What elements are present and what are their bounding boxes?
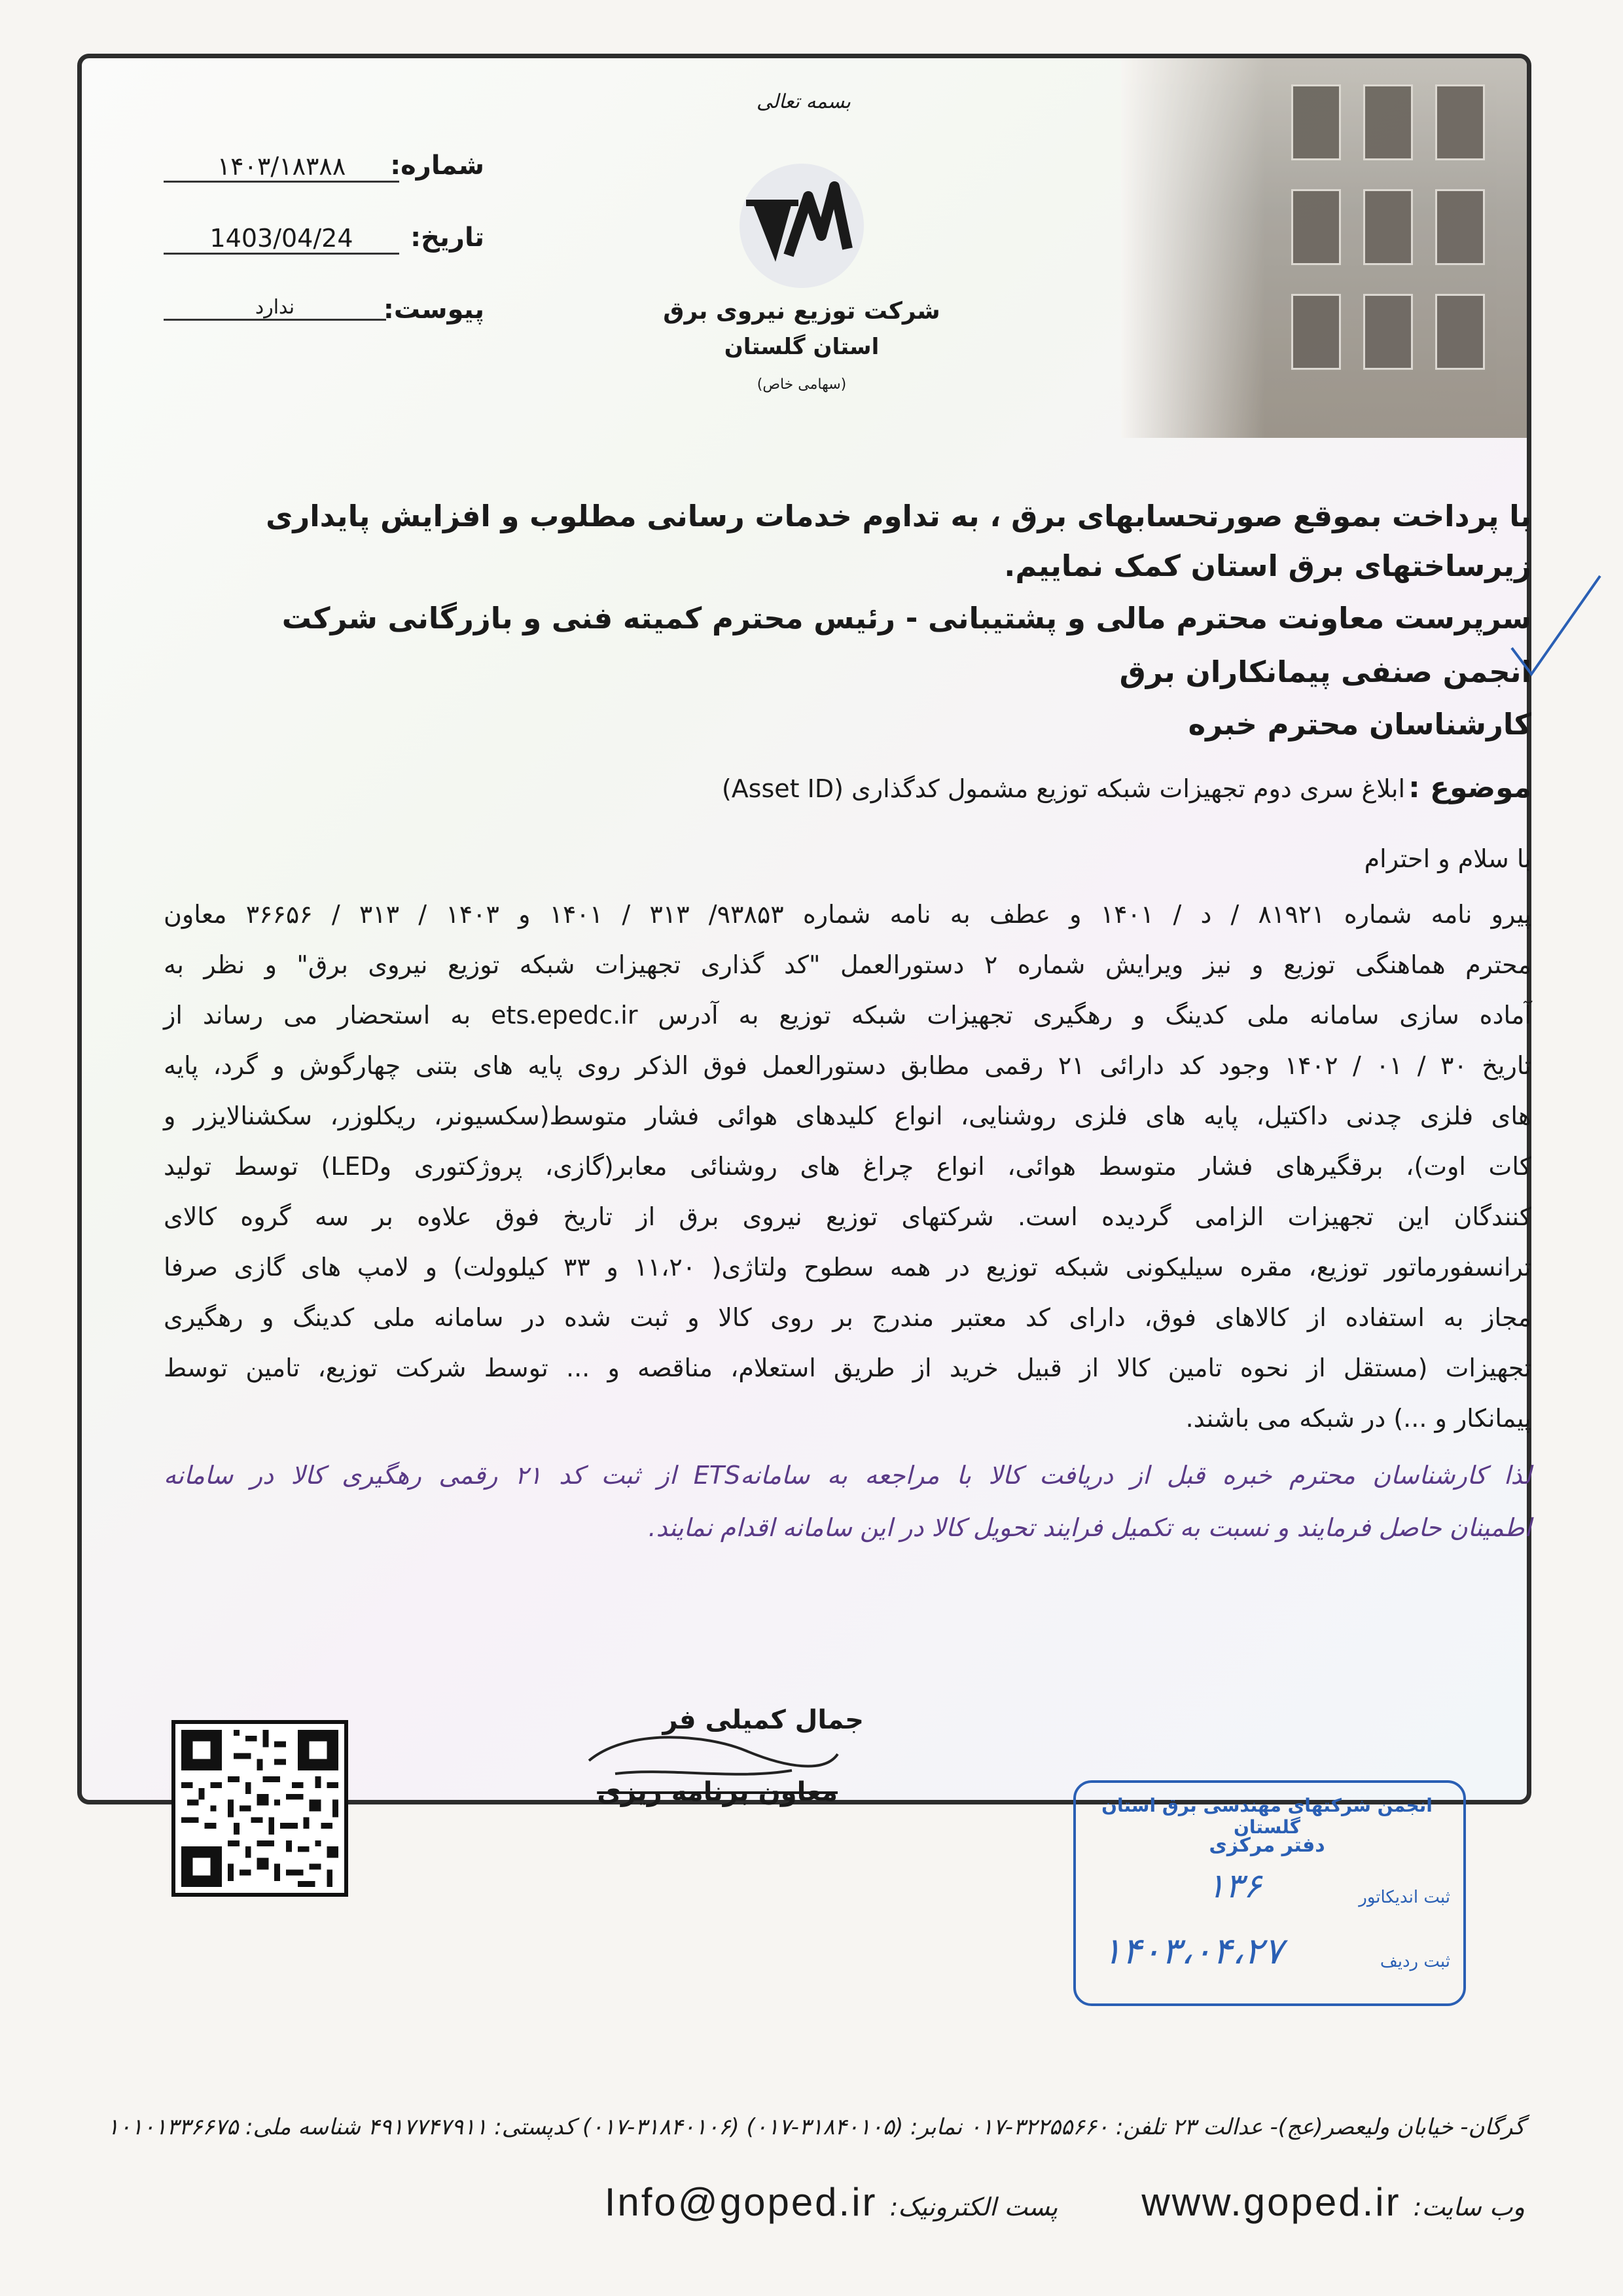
email-link[interactable]: Info@goped.ir xyxy=(604,2180,878,2224)
subject xyxy=(722,771,1531,804)
body-line: پیرو نامه شماره ۸۱۹۲۱ / د / ۱۴۰۱ و عطف به نامه شماره ۹۳۸۵۳/ ۳۱۳ / ۱۴۰۱ و ۱۴۰۳ / ۳۱۳ / ۳۶۶۵۶ معاون xyxy=(164,900,1531,929)
tower-logo-icon xyxy=(726,157,877,295)
slogan-line-1: با پرداخت بموقع صورتحسابهای برق ، به تداوم خدمات رسانی مطلوب و افزایش پایداری xyxy=(266,499,1531,533)
signer-name: جمال کمیلی فر xyxy=(662,1705,864,1735)
body-line: های فلزی چدنی داکتیل، پایه های فلزی روشنایی، انواع کلیدهای هوائی فشار متوسط(سکسیونر، ریکلوزر، سکشنالایزر و xyxy=(164,1102,1531,1130)
slogan-line-2: زیرساختهای برق استان کمک نماییم. xyxy=(1004,548,1531,583)
signer-title: معاون برنامه ریزی xyxy=(597,1777,838,1807)
building-photo xyxy=(1121,58,1527,438)
basmala: بسمه تعالی xyxy=(756,90,851,113)
check-mark-icon xyxy=(1505,569,1603,681)
date-label: تاریخ: xyxy=(410,223,484,253)
registration-stamp xyxy=(1073,1780,1466,2006)
recipient-3: کارشناسان محترم خبره xyxy=(1188,707,1531,742)
stamp-org: انجمن شرکتهای مهندسی برق استان گلستان xyxy=(1101,1795,1433,1838)
company-name-line1: شرکت توزیع نیروی برق xyxy=(663,298,940,325)
body-line: کنندگان این تجهیزات الزامی گردیده است. شرکتهای توزیع نیروی برق از تاریخ فوق علاوه بر سه گروه کالای xyxy=(164,1202,1531,1231)
body-line: آماده سازی سامانه ملی کدینگ و رهگیری تجهیزات شبکه توزیع به آدرس ets.epedc.ir به استحضار می رساند از xyxy=(164,1001,1531,1030)
company-name-line2: استان گلستان xyxy=(724,334,880,360)
note-line-1: لذا کارشناسان محترم خبره قبل از دریافت کالا با مراجعه به سامانهETS از ثبت کد ۲۱ رقمی رهگیری کالا در سامانه xyxy=(164,1461,1531,1490)
body-line: تاریخ ۳۰ / ۰۱ / ۱۴۰۲ وجود کد دارائی ۲۱ رقمی مطابق دستورالعمل فوق الذکر روی پایه های بتنی چهارگوش و گرد، پایه xyxy=(164,1051,1532,1080)
stamp-office: دفتر مرکزی xyxy=(1209,1834,1325,1857)
footer-contacts xyxy=(605,2179,1525,2225)
date-value: 1403/04/24 xyxy=(164,224,399,255)
body-line: محترم هماهنگی توزیع و نیز ویرایش شماره ۲ دستورالعمل "کد گذاری تجهیزات شبکه توزیع نیروی برق" و نظر به xyxy=(164,950,1531,979)
email-label: پست الکترونیک: xyxy=(889,2193,1058,2221)
stamp-indicator-label: ثبت اندیکاتور xyxy=(1359,1888,1450,1907)
body-line: تجهیزات (مستقل از نحوه تامین کالا از قبیل خرید از طریق استعلام، مناقصه و ... توسط شرکت توزیع، تامین توسط xyxy=(164,1354,1531,1382)
company-type: (سهامی خاص) xyxy=(757,376,847,393)
footer-address: گرگان- خیابان ولیعصر(عج)- عدالت ۲۳ تلفن: ۳۲۲۵۵۶۶۰-۰۱۷ نمابر: (۳۱۸۴۰۱۰۵-۰۱۷) (۳۱۸۴۰۱۰۶-۰۱۷) کدپستی: ۴۹۱۷۷۴۷۹۱۱ شناسه ملی: ۱۰۱۰۱۳۳۶۶۷۵ xyxy=(107,2114,1525,2140)
stamp-row-label: ثبت ردیف xyxy=(1380,1952,1450,1971)
qr-code[interactable] xyxy=(171,1720,348,1897)
note-line-2: اطمینان حاصل فرمایند و نسبت به تکمیل فرایند تحویل کالا در این سامانه اقدام نمایند. xyxy=(648,1513,1531,1542)
number-label: شماره: xyxy=(390,151,484,181)
attachment-label: پیوست: xyxy=(383,295,484,325)
subject-label: موضوع : xyxy=(1408,771,1531,804)
website-link[interactable]: www.goped.ir xyxy=(1141,2180,1401,2224)
body-line: پیمانکار و ...) در شبکه می باشند. xyxy=(1185,1404,1531,1433)
stamp-row-value: ۱۴۰۳،۰۴،۲۷ xyxy=(1102,1930,1283,1973)
recipient-2: انجمن صنفی پیمانکاران برق xyxy=(1119,655,1531,689)
website-label: وب سایت: xyxy=(1413,2193,1525,2221)
subject-text: ابلاغ سری دوم تجهیزات شبکه توزیع مشمول کدگذاری (Asset ID) xyxy=(721,774,1405,803)
body-line: مجاز به استفاده از کالاهای فوق، دارای کد معتبر مندرج بر روی کالا و ثبت شده در سامانه ملی کدینگ و رهگیری xyxy=(164,1303,1531,1332)
number-value: ۱۴۰۳/۱۸۳۸۸ xyxy=(164,152,399,183)
body-line: کات اوت)، برقگیرهای فشار متوسط هوائی، انواع چراغ های روشنائی معابر(گازی، پروژکتوری وLED) توسط تولید xyxy=(164,1152,1531,1181)
stamp-indicator-value: ۱۳۶ xyxy=(1207,1867,1262,1906)
attachment-value: ندارد xyxy=(164,296,386,321)
recipient-1: سرپرست معاونت محترم مالی و پشتیبانی - رئیس محترم کمیته فنی و بازرگانی شرکت xyxy=(281,601,1531,636)
greeting: با سلام و احترام xyxy=(1364,844,1531,873)
body-line: ترانسفورماتور توزیع، مقره سیلیکونی شبکه توزیع در همه سطوح ولتاژی( ۱۱،۲۰ و ۳۳ کیلوولت) و لامپ های گازی صرفا xyxy=(164,1253,1531,1282)
